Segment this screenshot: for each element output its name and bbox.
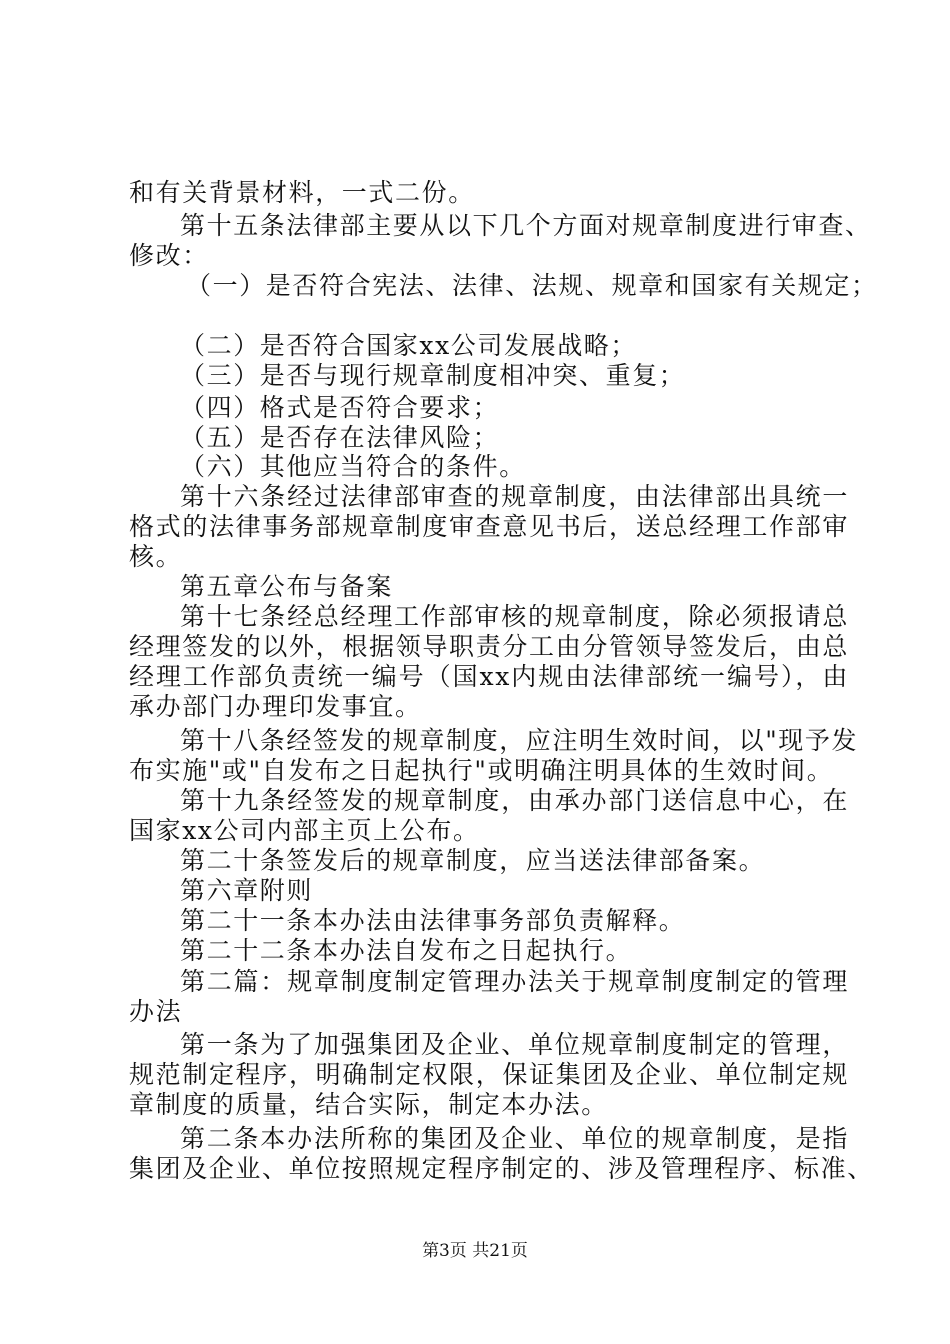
text-line: 核。 [129,542,183,571]
text-line: （四）格式是否符合要求； [180,393,500,422]
text-line: 国家xx公司内部主页上公布。 [129,816,480,845]
text-line: 第二条本办法所称的集团及企业、单位的规章制度，是指 [180,1124,849,1153]
text-line: 规范制定程序，明确制定权限，保证集团及企业、单位制定规 [129,1060,849,1089]
text-line: 第二十条签发后的规章制度，应当送法律部备案。 [180,846,766,875]
text-line: 章制度的质量，结合实际，制定本办法。 [129,1090,608,1119]
text-line: 集团及企业、单位按照规定程序制定的、涉及管理程序、标准、 [129,1154,874,1183]
section-heading: 办法 [129,997,183,1026]
text-line: 第十七条经总经理工作部审核的规章制度，除必须报请总 [180,602,849,631]
text-line: 第十八条经签发的规章制度，应注明生效时间，以"现予发 [180,726,859,755]
text-line: 第十九条经签发的规章制度，由承办部门送信息中心，在 [180,786,849,815]
text-line: 第二十二条本办法自发布之日起执行。 [180,936,633,965]
section-heading: 第二篇：规章制度制定管理办法关于规章制度制定的管理 [180,967,849,996]
text-line: 第十六条经过法律部审查的规章制度，由法律部出具统一 [180,482,849,511]
page-number-footer: 第3页 共21页 [422,1241,528,1261]
text-line: 格式的法律事务部规章制度审查意见书后，送总经理工作部审 [129,512,849,541]
text-line: 第一条为了加强集团及企业、单位规章制度制定的管理， [180,1030,849,1059]
text-line: 修改： [129,241,209,270]
text-line: 经理工作部负责统一编号（国xx内规由法律部统一编号），由 [129,662,849,691]
text-line: 布实施"或"自发布之日起执行"或明确注明具体的生效时间。 [129,756,834,785]
text-line: （五）是否存在法律风险； [180,423,500,452]
text-line: （一）是否符合宪法、法律、法规、规章和国家有关规定； [186,271,878,300]
text-line: 第十五条法律部主要从以下几个方面对规章制度进行审查、 [180,211,872,240]
text-line: 经理签发的以外，根据领导职责分工由分管领导签发后，由总 [129,632,849,661]
text-line: （三）是否与现行规章制度相冲突、重复； [180,361,686,390]
text-line: 承办部门办理印发事宜。 [129,692,422,721]
text-line: （二）是否符合国家xx公司发展战略； [180,331,637,360]
text-line: 第二十一条本办法由法律事务部负责解释。 [180,906,686,935]
text-line: （六）其他应当符合的条件。 [180,452,526,481]
chapter-heading: 第六章附则 [180,876,314,905]
text-line: 和有关背景材料，一式二份。 [129,178,475,207]
chapter-heading: 第五章公布与备案 [180,572,393,601]
